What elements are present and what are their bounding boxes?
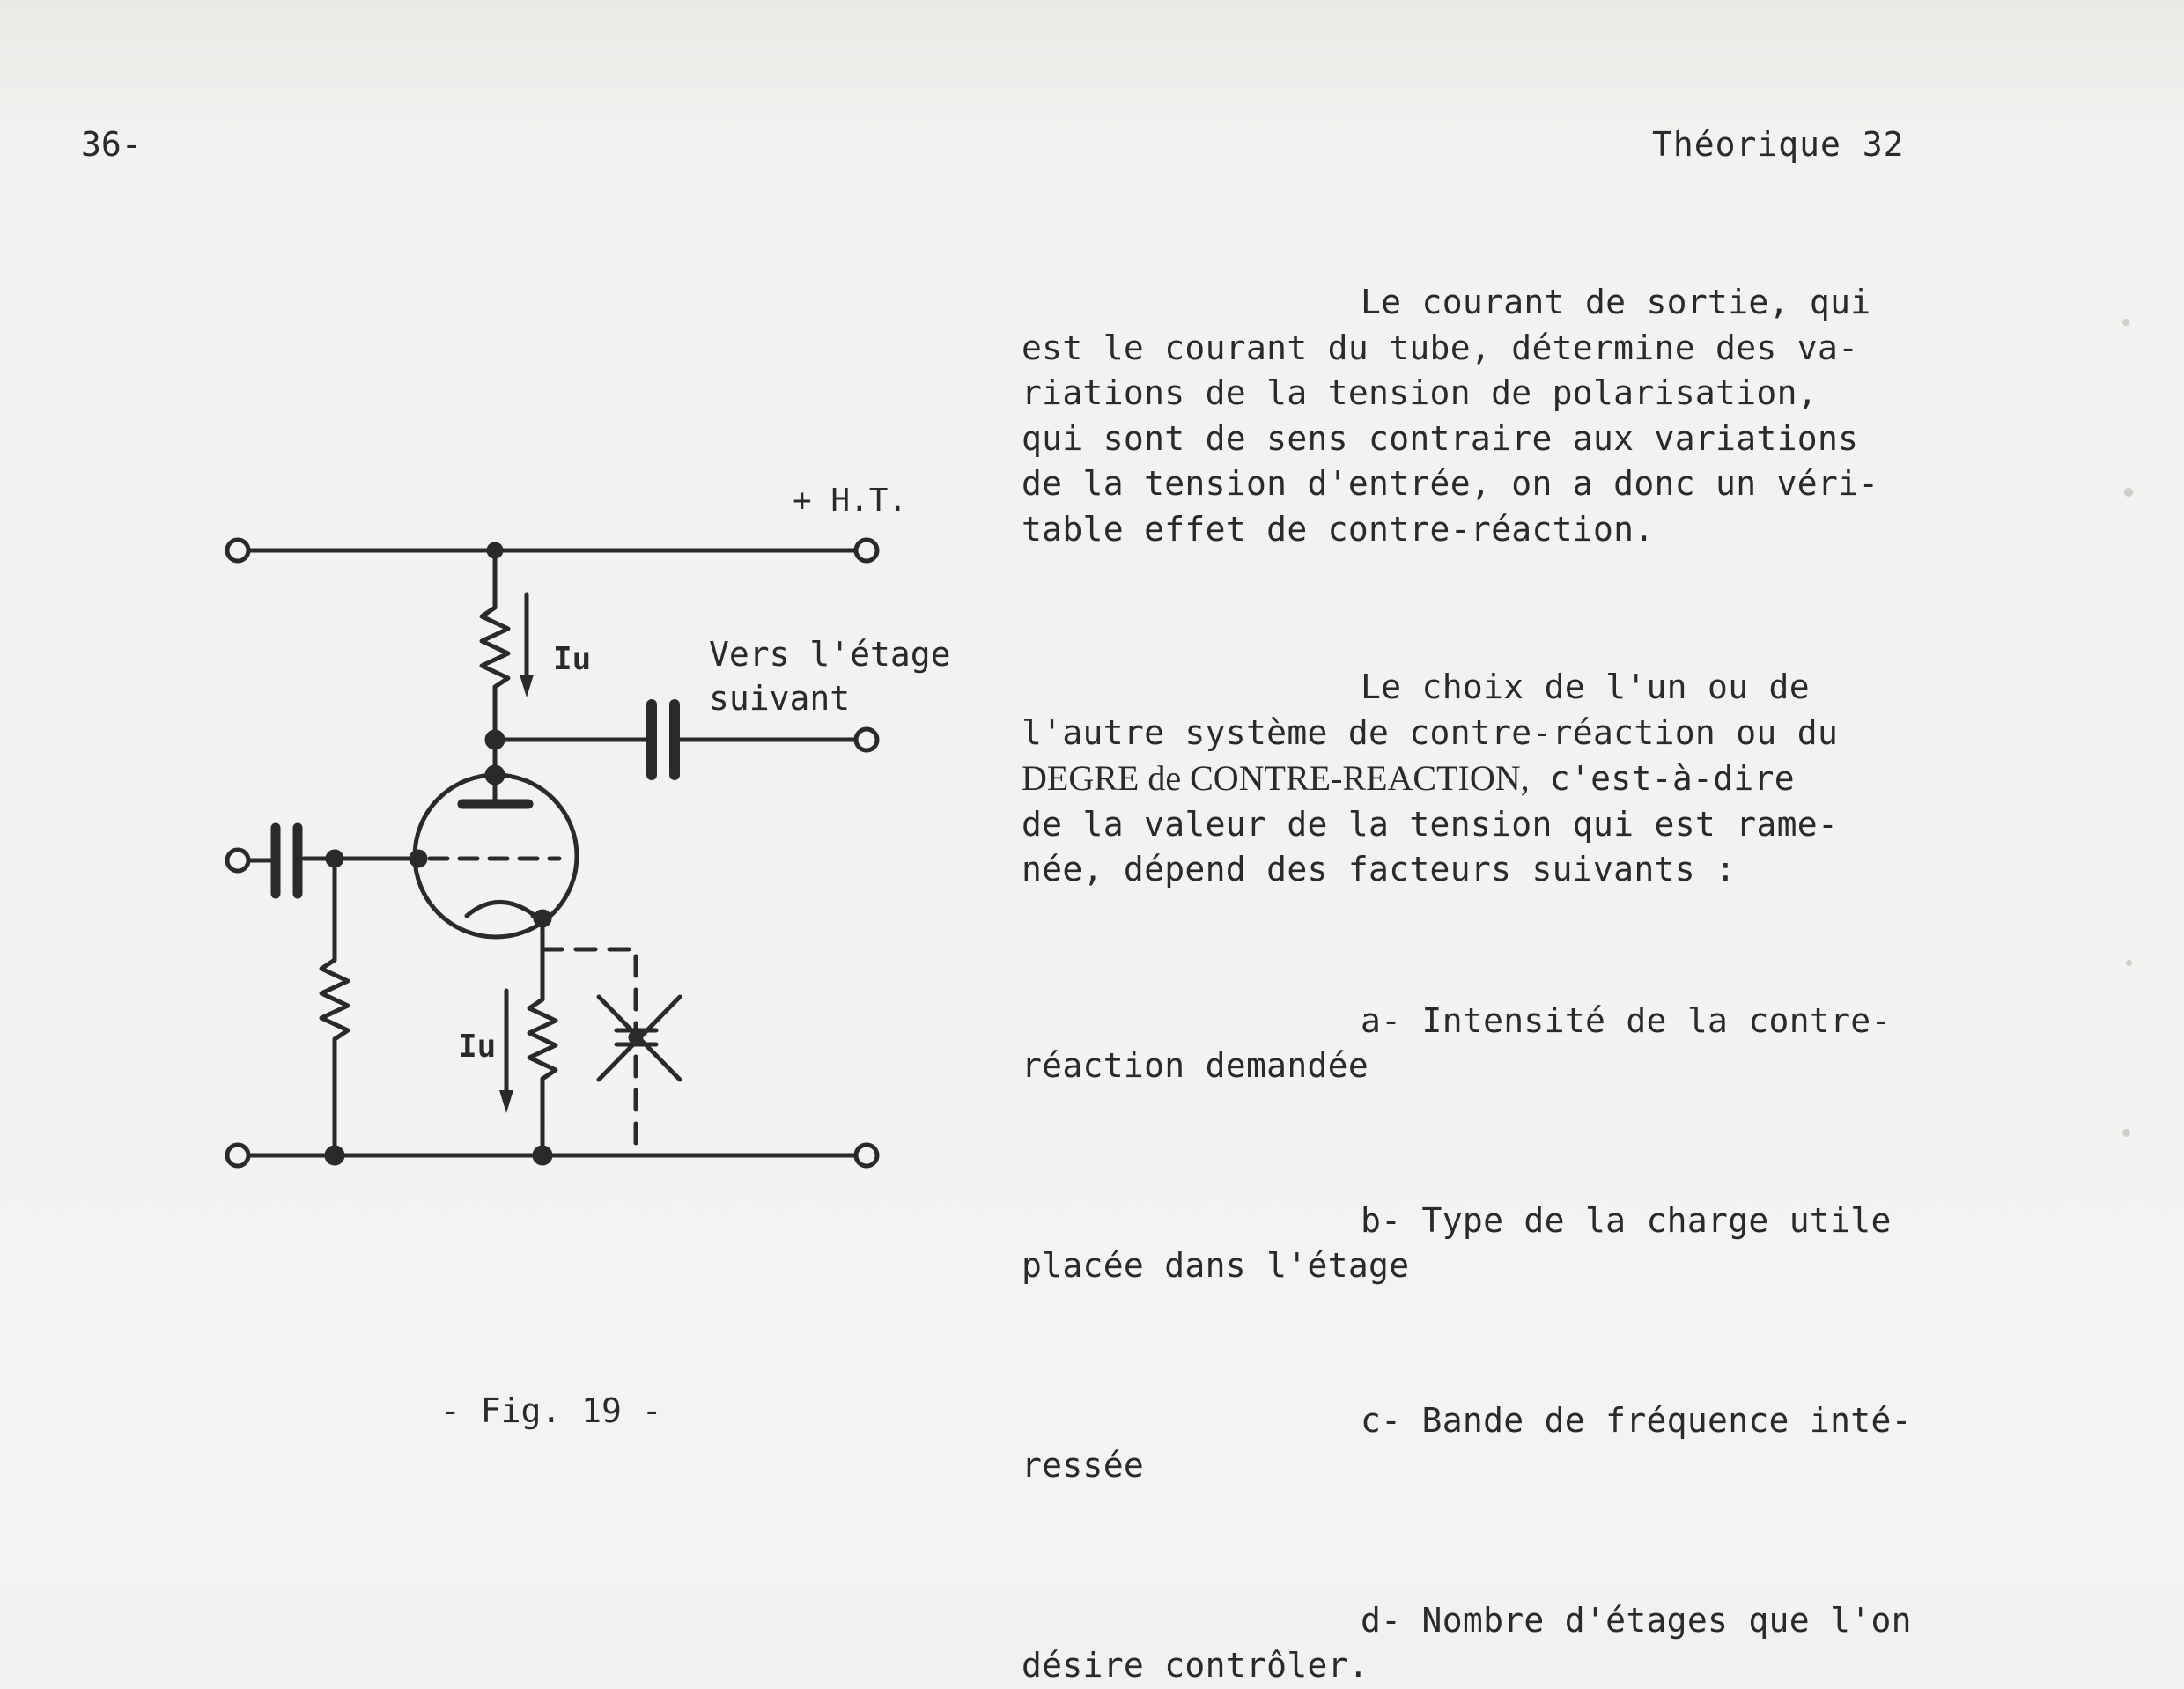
terminal-ground-left xyxy=(227,1145,248,1166)
paragraph-1 xyxy=(1022,280,2158,552)
text-line: ressée xyxy=(1022,1446,1145,1485)
text-line: désire contrôler. xyxy=(1022,1646,1369,1685)
terminal-ht-right xyxy=(856,540,877,561)
text-line: est le courant du tube, détermine des va- xyxy=(1022,328,1859,367)
circuit-diagram xyxy=(0,0,1022,1585)
text-line: placée dans l'étage xyxy=(1022,1246,1410,1285)
terminal-ht-left xyxy=(227,540,248,561)
paragraph-2 xyxy=(1022,665,2158,893)
list-item-a xyxy=(1022,999,2158,1089)
text-line: a- Intensité de la contre- xyxy=(1361,1000,1892,1040)
terminal-output xyxy=(856,729,877,750)
cathode-resistor xyxy=(529,999,556,1079)
text-line: riations de la tension de polarisation, xyxy=(1022,373,1818,412)
bypass-dashed-link xyxy=(542,949,636,1155)
grid-leak-resistor xyxy=(321,960,348,1039)
terminal-input xyxy=(227,850,248,871)
text-line: Le courant de sortie, qui xyxy=(1361,283,1871,321)
text-line: qui sont de sens contraire aux variations xyxy=(1022,418,1859,458)
text-line: réaction demandée xyxy=(1022,1046,1369,1085)
label-suivant: suivant xyxy=(709,679,851,718)
label-iu-bottom: Iu xyxy=(458,1029,497,1065)
text-line: b- Type de la charge utile xyxy=(1361,1200,1892,1240)
text-fragment: c'est-à-dire xyxy=(1529,759,1795,798)
list-item-b xyxy=(1022,1199,2158,1289)
text-line: table effet de contre-réaction. xyxy=(1022,509,1655,549)
plate-resistor xyxy=(482,608,508,687)
text-line: de la tension d'entrée, on a donc un véri- xyxy=(1022,464,1879,503)
terminal-ground-right xyxy=(856,1145,877,1166)
label-iu-top: Iu xyxy=(553,641,592,677)
list-item-d xyxy=(1022,1598,2158,1689)
text-line: Le choix de l'un ou de xyxy=(1361,667,1810,706)
body-text xyxy=(1022,280,2158,1689)
text-line: l'autre système de contre-réaction ou du xyxy=(1022,712,1839,752)
tube-cathode xyxy=(467,902,533,916)
text-line xyxy=(1022,756,2158,802)
label-ht: + H.T. xyxy=(793,483,908,519)
text-line: née, dépend des facteurs suivants : xyxy=(1022,850,1737,889)
list-item-c xyxy=(1022,1398,2158,1489)
emphasis-text: DEGRE de CONTRE-REACTION, xyxy=(1022,758,1530,798)
text-line: c- Bande de fréquence inté- xyxy=(1361,1400,1912,1440)
page-number: 36- xyxy=(81,125,142,164)
text-line: d- Nombre d'étages que l'on xyxy=(1361,1600,1912,1640)
figure-caption: - Fig. 19 - xyxy=(440,1391,662,1430)
label-vers-etage: Vers l'étage xyxy=(709,635,951,674)
running-head: Théorique 32 xyxy=(1652,125,1905,164)
text-line: de la valeur de la tension qui est rame- xyxy=(1022,804,1839,844)
